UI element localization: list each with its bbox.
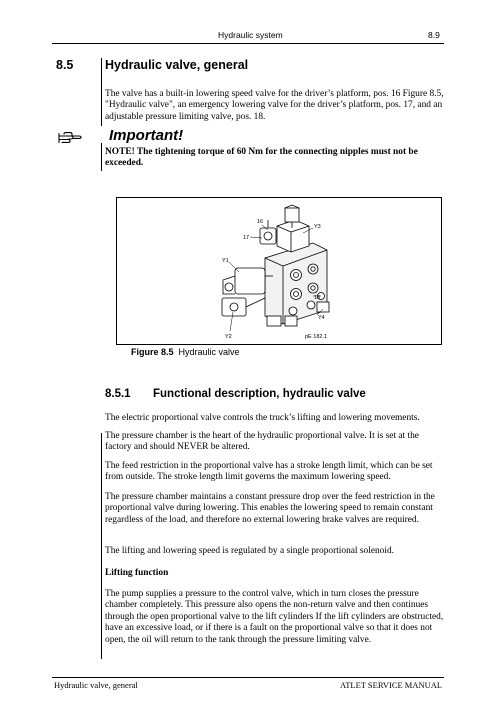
- body-paragraph-1: The electric proportional valve controls the truck’s lifting and lowering movements.: [105, 413, 420, 423]
- figure-reference: pE 182.1: [305, 334, 328, 340]
- section-title: Hydraulic valve, general: [105, 58, 249, 72]
- subsection-title: Functional description, hydraulic valve: [153, 388, 366, 400]
- figure-caption-number: Figure 8.5: [131, 347, 174, 357]
- label-y2: Y2: [225, 334, 232, 340]
- subsection-number: 8.5.1: [105, 388, 131, 400]
- figure-hydraulic-valve: [116, 197, 442, 345]
- header-page-number: 8.9: [428, 30, 440, 40]
- label-17: 17: [243, 235, 250, 241]
- margin-rule-note: [101, 143, 102, 171]
- pointing-hand-icon: [58, 130, 84, 144]
- figure-caption-text: Hydraulic valve: [178, 347, 240, 357]
- section-number: 8.5: [56, 58, 74, 72]
- label-16: 16: [257, 219, 264, 225]
- label-y1: Y1: [222, 258, 229, 264]
- intro-paragraph: The valve has a built-in lowering speed valve for the driver’s platform, pos. 16 Figure 8.5, "Hydraulic valve", an emergency lowering valve for the driver’s platform, pos. 17, and an adjustable pressure limiting valve, pos. 18.: [105, 89, 444, 122]
- hydraulic-valve-drawing: [117, 198, 441, 344]
- body-paragraph-6: The pump supplies a pressure to the control valve, which in turn closes the pressure chamber completely. This pressure also opens the non-return valve and then continues through the open proportional valve to the lift cylinders If the lift cylinders are obstructed, have an excessive load, or if there is a fault on the proportional valve so that it does not open, the oil will return to the tank through the pressure limiting valve.: [105, 589, 444, 645]
- label-18: 18: [314, 295, 321, 301]
- margin-rule-top: [101, 58, 102, 126]
- figure-caption: [131, 347, 240, 357]
- lifting-function-heading: Lifting function: [105, 568, 169, 578]
- footer-left: Hydraulic valve, general: [54, 680, 138, 690]
- body-paragraph-5: The lifting and lowering speed is regulated by a single proportional solenoid.: [105, 546, 394, 556]
- footer-right: ATLET SERVICE MANUAL: [340, 680, 443, 690]
- important-note: NOTE! The tightening torque of 60 Nm for the connecting nipples must not be exceeded.: [105, 147, 418, 169]
- body-paragraph-4: The pressure chamber maintains a constant pressure drop over the feed restriction in the proportional valve during lowering. This enables the lowering speed to remain constant regardless of the load, and therefore no external lowering brake valves are required.: [105, 492, 435, 525]
- header-title: Hydraulic system: [218, 30, 283, 40]
- important-title: Important!: [109, 127, 184, 144]
- label-y3: Y3: [314, 224, 321, 230]
- body-paragraph-3: The feed restriction in the proportional valve has a stroke length limit, which can be set from outside. The stroke length limit governs the maximum lowering speed.: [105, 461, 433, 483]
- label-y4: Y4: [318, 315, 325, 321]
- body-paragraph-2: The pressure chamber is the heart of the hydraulic proportional valve. It is set at the factory and should NEVER be altered.: [105, 431, 419, 453]
- margin-rule-body: [101, 433, 102, 659]
- header-rule: [52, 43, 444, 44]
- footer-rule: [52, 677, 444, 678]
